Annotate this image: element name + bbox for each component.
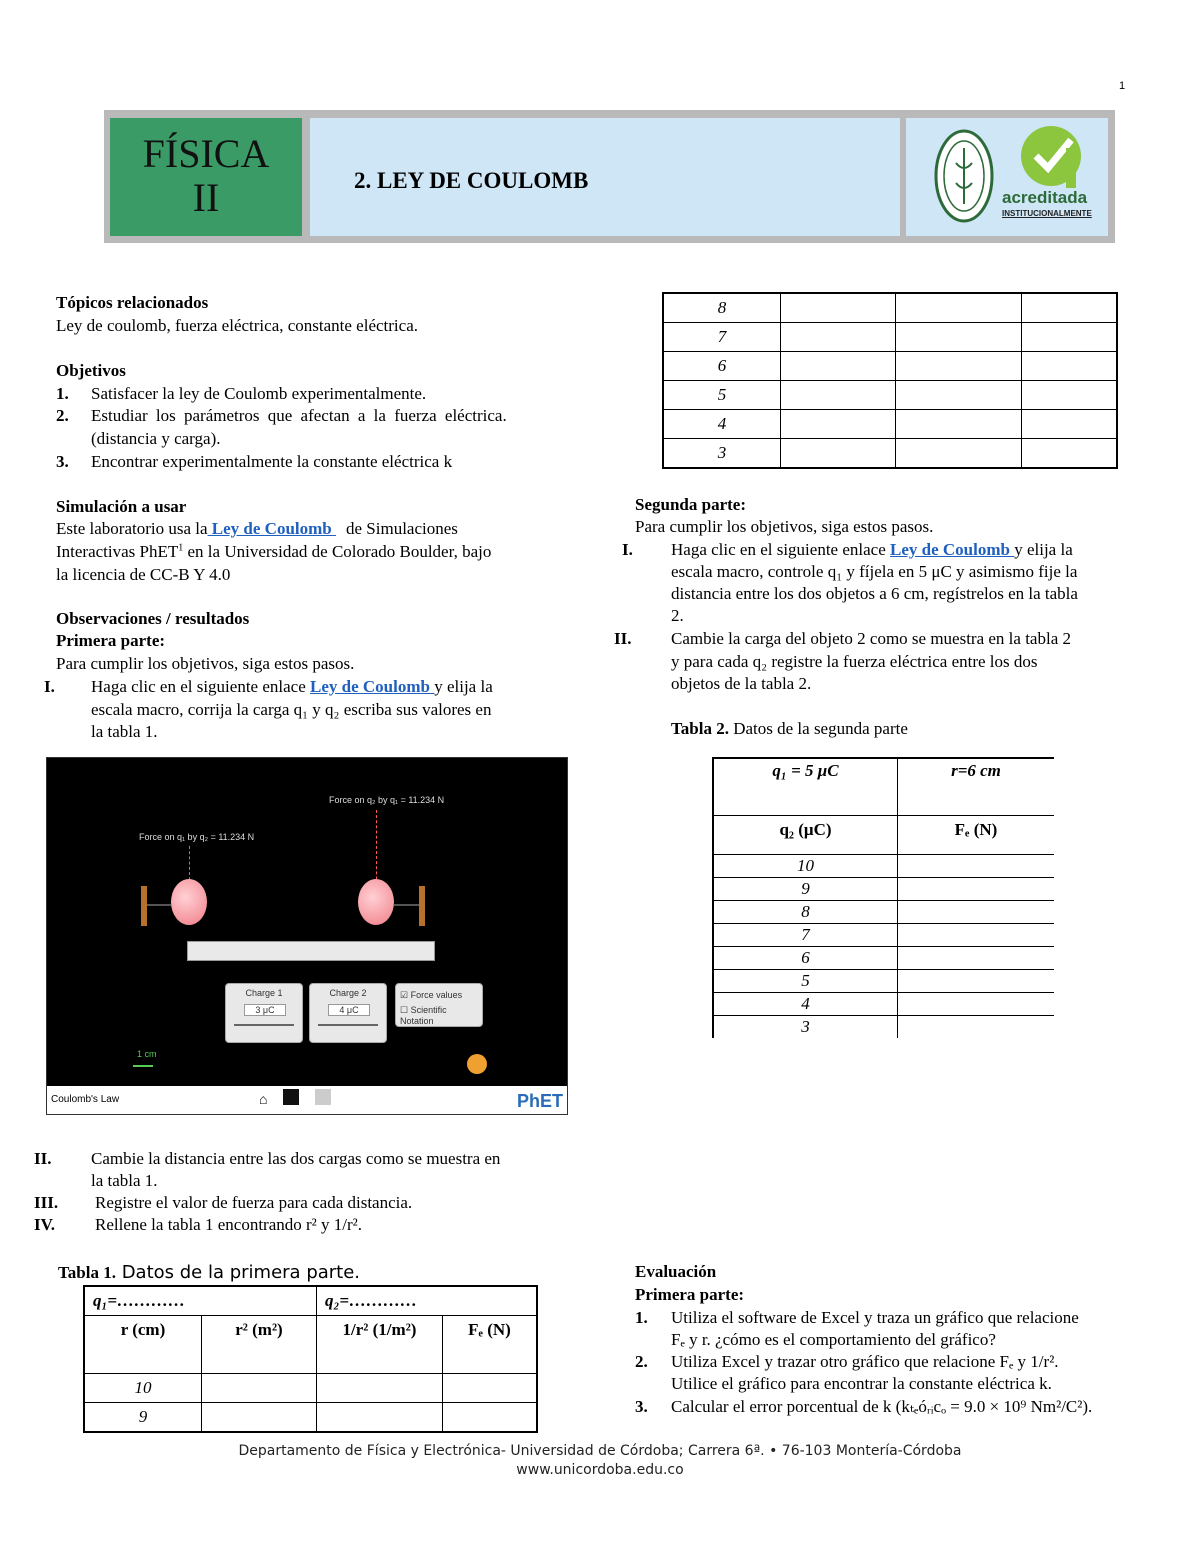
phet-logo[interactable]: PhET: [517, 1091, 564, 1111]
table-row: [713, 854, 1054, 877]
table-row: [84, 1403, 537, 1433]
empty-cell[interactable]: [898, 969, 1055, 992]
reset-icon[interactable]: [467, 1054, 487, 1074]
r-cell: 7: [663, 323, 781, 352]
table-row: [713, 923, 1054, 946]
tabla2-caption: [671, 719, 908, 739]
course-label: [110, 118, 302, 236]
objetivo-text: Encontrar experimentalmente la constante eléctrica k: [91, 452, 453, 471]
objetivo-num: 2.: [56, 406, 69, 425]
r-fixed-cell: r=6 cm: [898, 758, 1055, 815]
step-I-line3: distancia entre los dos objetos a 6 cm, regístrelos en la tabla: [671, 584, 1078, 603]
scientific-notation-checkbox[interactable]: ☐ Scientific Notation: [400, 1005, 447, 1026]
r-cell: 9: [84, 1403, 202, 1433]
logos-box: [906, 118, 1108, 236]
step-I-line1: [671, 540, 1073, 560]
empty-cell[interactable]: [1022, 381, 1118, 410]
charge-2-value[interactable]: 4 μC: [328, 1004, 370, 1016]
footer-website[interactable]: www.unicordoba.edu.co: [516, 1462, 684, 1478]
header-fe: Fₑ (N): [898, 815, 1055, 854]
force-values-label: Force values: [410, 990, 463, 1000]
empty-cell[interactable]: [1022, 352, 1118, 381]
person-right-icon: [419, 886, 425, 926]
step-I-line3: la tabla 1.: [91, 722, 158, 741]
person-left-icon: [141, 886, 147, 926]
step-I-line4: 2.: [671, 606, 684, 625]
sim-title: Coulomb's Law: [51, 1094, 120, 1105]
r-cell: 6: [663, 352, 781, 381]
course-name: FÍSICA: [142, 131, 270, 176]
sim-line-2a: Interactivas PhET: [56, 542, 179, 561]
step-text-cont: la tabla 1.: [91, 1171, 158, 1190]
empty-cell[interactable]: [443, 1374, 538, 1403]
macro-screen-icon[interactable]: [283, 1089, 299, 1105]
empty-cell[interactable]: [898, 1015, 1055, 1038]
tabla1-left: [83, 1285, 538, 1433]
page-title: 2. LEY DE COULOMB: [354, 168, 589, 193]
empty-cell[interactable]: [1022, 439, 1118, 469]
objetivo-text-cont: (distancia y carga).: [91, 429, 221, 448]
segunda-parte-heading: Segunda parte:: [635, 495, 746, 514]
objetivos-heading: Objetivos: [56, 361, 126, 380]
eval-text-cont: Fₑ y r. ¿cómo es el comportamiento del gráfico?: [671, 1330, 996, 1349]
r-cell: 10: [84, 1374, 202, 1403]
objetivo-num: 3.: [56, 452, 69, 471]
empty-cell[interactable]: [896, 381, 1022, 410]
scale-bar: [133, 1065, 153, 1067]
step-II-line1: Cambie la carga del objeto 2 como se muestra en la tabla 2: [671, 629, 1071, 648]
empty-cell[interactable]: [896, 439, 1022, 469]
empty-cell[interactable]: [896, 352, 1022, 381]
eval-text: Calcular el error porcentual de k (kₜₑóᵣᵢcₒ = 9.0 × 10⁹ Nm²/C²).: [671, 1397, 1093, 1416]
accreditation-logo-subtext: INSTITUCIONALMENTE: [1002, 209, 1092, 218]
charge-1-value[interactable]: 3 μC: [244, 1004, 286, 1016]
empty-cell[interactable]: [898, 992, 1055, 1015]
table-row: [713, 969, 1054, 992]
objetivo-text: Satisfacer la ley de Coulomb experimentalmente.: [91, 384, 427, 403]
options-panel: [395, 983, 483, 1027]
q1-fixed-cell: q₁ = 5 μC: [713, 758, 898, 815]
atomic-screen-icon[interactable]: [315, 1089, 331, 1105]
step-I-line2: escala macro, corrija la carga q₁ y q₂ escriba sus valores en: [91, 700, 492, 719]
step-num: III.: [34, 1193, 59, 1212]
eval-num: 2.: [635, 1352, 648, 1371]
topicos-heading: Tópicos relacionados: [56, 293, 209, 312]
sim-line-1b: de Simulaciones: [346, 519, 458, 538]
table-row: [663, 381, 1117, 410]
empty-cell[interactable]: [781, 352, 896, 381]
segunda-intro: Para cumplir los objetivos, siga estos pasos.: [635, 517, 934, 536]
table-row: [713, 1015, 1054, 1038]
eval-num: 1.: [635, 1308, 648, 1327]
tabla2: [712, 757, 1054, 1038]
table-row: [713, 900, 1054, 923]
step-text: Cambie la distancia entre las dos cargas como se muestra en: [91, 1149, 501, 1168]
step-num: I.: [44, 677, 55, 696]
empty-cell[interactable]: [202, 1374, 317, 1403]
r-cell: 8: [663, 293, 781, 323]
charge-2-panel: [309, 983, 387, 1043]
q2-cell[interactable]: q₂=…………: [317, 1286, 538, 1316]
topicos-text: Ley de coulomb, fuerza eléctrica, constante eléctrica.: [56, 316, 418, 335]
table-row: [663, 410, 1117, 439]
step-I-text-b: y elija la: [434, 677, 493, 696]
r-cell: 5: [663, 381, 781, 410]
course-number: II: [192, 175, 220, 220]
rope-left: [147, 904, 171, 906]
primera-intro: Para cumplir los objetivos, siga estos pasos.: [56, 654, 355, 673]
table-row: [84, 1374, 537, 1403]
empty-cell[interactable]: [898, 946, 1055, 969]
table-row: [663, 323, 1117, 352]
empty-cell[interactable]: [898, 877, 1055, 900]
accreditation-logo-text: acreditada: [1002, 188, 1088, 207]
eval-text: Utiliza el software de Excel y traza un gráfico que relacione: [671, 1308, 1079, 1327]
q2-cell: 3: [713, 1015, 898, 1038]
empty-cell[interactable]: [781, 293, 896, 323]
step-II-line2: y para cada q₂ registre la fuerza eléctrica entre los dos: [671, 652, 1038, 671]
force-label-right: Force on q₂ by q₁ = 11.234 N: [329, 795, 445, 805]
q2-cell: 10: [713, 854, 898, 877]
step-num: I.: [622, 540, 633, 559]
sim-line-1a: Este laboratorio usa la: [56, 519, 208, 538]
step-num: II.: [614, 629, 632, 648]
observaciones-heading: Observaciones / resultados: [56, 609, 250, 628]
q2-cell: 4: [713, 992, 898, 1015]
header-r2: r² (m²): [202, 1316, 317, 1374]
home-icon[interactable]: ⌂: [259, 1091, 268, 1107]
empty-cell[interactable]: [898, 900, 1055, 923]
table-row: [713, 877, 1054, 900]
sim-line-3: la licencia de CC-B Y 4.0: [56, 565, 231, 584]
force-label-left: Force on q₁ by q₂ = 11.234 N: [139, 832, 255, 842]
header-r: r (cm): [84, 1316, 202, 1374]
scientific-notation-label: Scientific Notation: [400, 1005, 447, 1026]
step-I-line2: escala macro, controle q₁ y fíjela en 5 μC y asimismo fije la: [671, 562, 1078, 581]
step-I-line1: [91, 677, 493, 697]
ley-coulomb-link[interactable]: Ley de Coulomb: [207, 519, 336, 538]
eval-text-cont: Utilice el gráfico para encontrar la constante eléctrica k.: [671, 1374, 1052, 1393]
page-number: 1: [1119, 80, 1126, 92]
step-II-line3: objetos de la tabla 2.: [671, 674, 812, 693]
footnote-ref: 1: [178, 542, 184, 554]
q2-cell: 5: [713, 969, 898, 992]
evaluacion-heading: Evaluación: [635, 1262, 717, 1281]
table-row: [663, 439, 1117, 469]
header-fe: Fₑ (N): [443, 1316, 538, 1374]
empty-cell[interactable]: [896, 410, 1022, 439]
empty-cell[interactable]: [781, 381, 896, 410]
eval-num: 3.: [635, 1397, 648, 1416]
q2-cell: 8: [713, 900, 898, 923]
empty-cell[interactable]: [443, 1403, 538, 1433]
empty-cell[interactable]: [202, 1403, 317, 1433]
empty-cell[interactable]: [896, 323, 1022, 352]
empty-cell[interactable]: [1022, 410, 1118, 439]
force-values-checkbox[interactable]: ☑ Force values: [400, 990, 463, 1000]
step-text: Rellene la tabla 1 encontrando r² y 1/r².: [95, 1215, 362, 1234]
tabla2-caption-label: Tabla 2.: [671, 719, 729, 738]
empty-cell[interactable]: [898, 854, 1055, 877]
table-row: [663, 352, 1117, 381]
sim-line-2b: en la Universidad de Colorado Boulder, bajo: [183, 542, 492, 561]
table-row: [713, 992, 1054, 1015]
q2-cell: 9: [713, 877, 898, 900]
objetivo-num: 1.: [56, 384, 69, 403]
ley-coulomb-link[interactable]: Ley de Coulomb: [310, 677, 435, 696]
scale-label: 1 cm: [137, 1049, 157, 1059]
eval-text: Utiliza Excel y trazar otro gráfico que relacione Fₑ y 1/r².: [671, 1352, 1059, 1371]
empty-cell[interactable]: [317, 1374, 443, 1403]
ruler[interactable]: [187, 941, 435, 961]
simulacion-heading: Simulación a usar: [56, 497, 187, 516]
header-inv-r2: 1/r² (1/m²): [317, 1316, 443, 1374]
q2-cell: 6: [713, 946, 898, 969]
step-I-text-b: y elija la: [1014, 540, 1073, 559]
empty-cell[interactable]: [781, 410, 896, 439]
charge-1-slider[interactable]: [234, 1024, 294, 1026]
empty-cell[interactable]: [317, 1403, 443, 1433]
step-I-text: Haga clic en el siguiente enlace: [671, 540, 890, 559]
empty-cell[interactable]: [1022, 323, 1118, 352]
ley-coulomb-link[interactable]: Ley de Coulomb: [890, 540, 1015, 559]
table-row: [663, 293, 1117, 323]
empty-cell[interactable]: [896, 293, 1022, 323]
q2-cell: 7: [713, 923, 898, 946]
table-row: [713, 946, 1054, 969]
tabla1-caption: [58, 1262, 360, 1284]
sim-line-2: [56, 542, 491, 562]
sim-line-1: [56, 519, 458, 539]
evaluacion-sub: Primera parte:: [635, 1285, 745, 1304]
step-num: II.: [34, 1149, 52, 1168]
footer-address: Departamento de Física y Electrónica- Universidad de Córdoba; Carrera 6ª. • 76-103 Montería-Córdoba: [238, 1443, 962, 1459]
q1-cell[interactable]: q₁=…………: [84, 1286, 317, 1316]
tabla1-caption-label: Tabla 1.: [58, 1263, 116, 1282]
empty-cell[interactable]: [898, 923, 1055, 946]
header-banner: [104, 110, 1115, 243]
charge-1-panel: [225, 983, 303, 1043]
university-seal-icon: [906, 118, 1108, 236]
sim-navbar: [47, 1086, 567, 1114]
rope-right: [394, 904, 419, 906]
step-I-text: Haga clic en el siguiente enlace: [91, 677, 310, 696]
charge-2-label: Charge 2: [329, 988, 367, 998]
charge-1-ball[interactable]: [171, 879, 207, 925]
r-cell: 4: [663, 410, 781, 439]
objetivo-text: Estudiar los parámetros que afectan a la fuerza eléctrica.: [91, 406, 507, 425]
step-text: Registre el valor de fuerza para cada distancia.: [95, 1193, 413, 1212]
primera-parte-heading: Primera parte:: [56, 631, 166, 650]
r-cell: 3: [663, 439, 781, 469]
title-box: [310, 118, 900, 236]
tabla1-continued: [662, 292, 1118, 469]
header-q2: q₂ (μC): [713, 815, 898, 854]
tabla2-caption-text: Datos de la segunda parte: [728, 719, 908, 738]
tabla1-caption-text: Datos de la primera parte.: [115, 1262, 361, 1283]
charge-2-slider[interactable]: [318, 1024, 378, 1026]
charge-2-ball[interactable]: [358, 879, 394, 925]
empty-cell[interactable]: [781, 439, 896, 469]
empty-cell[interactable]: [781, 323, 896, 352]
charge-1-label: Charge 1: [245, 988, 283, 998]
step-num: IV.: [34, 1215, 55, 1234]
empty-cell[interactable]: [1022, 293, 1118, 323]
phet-simulation-screenshot: [46, 757, 568, 1115]
